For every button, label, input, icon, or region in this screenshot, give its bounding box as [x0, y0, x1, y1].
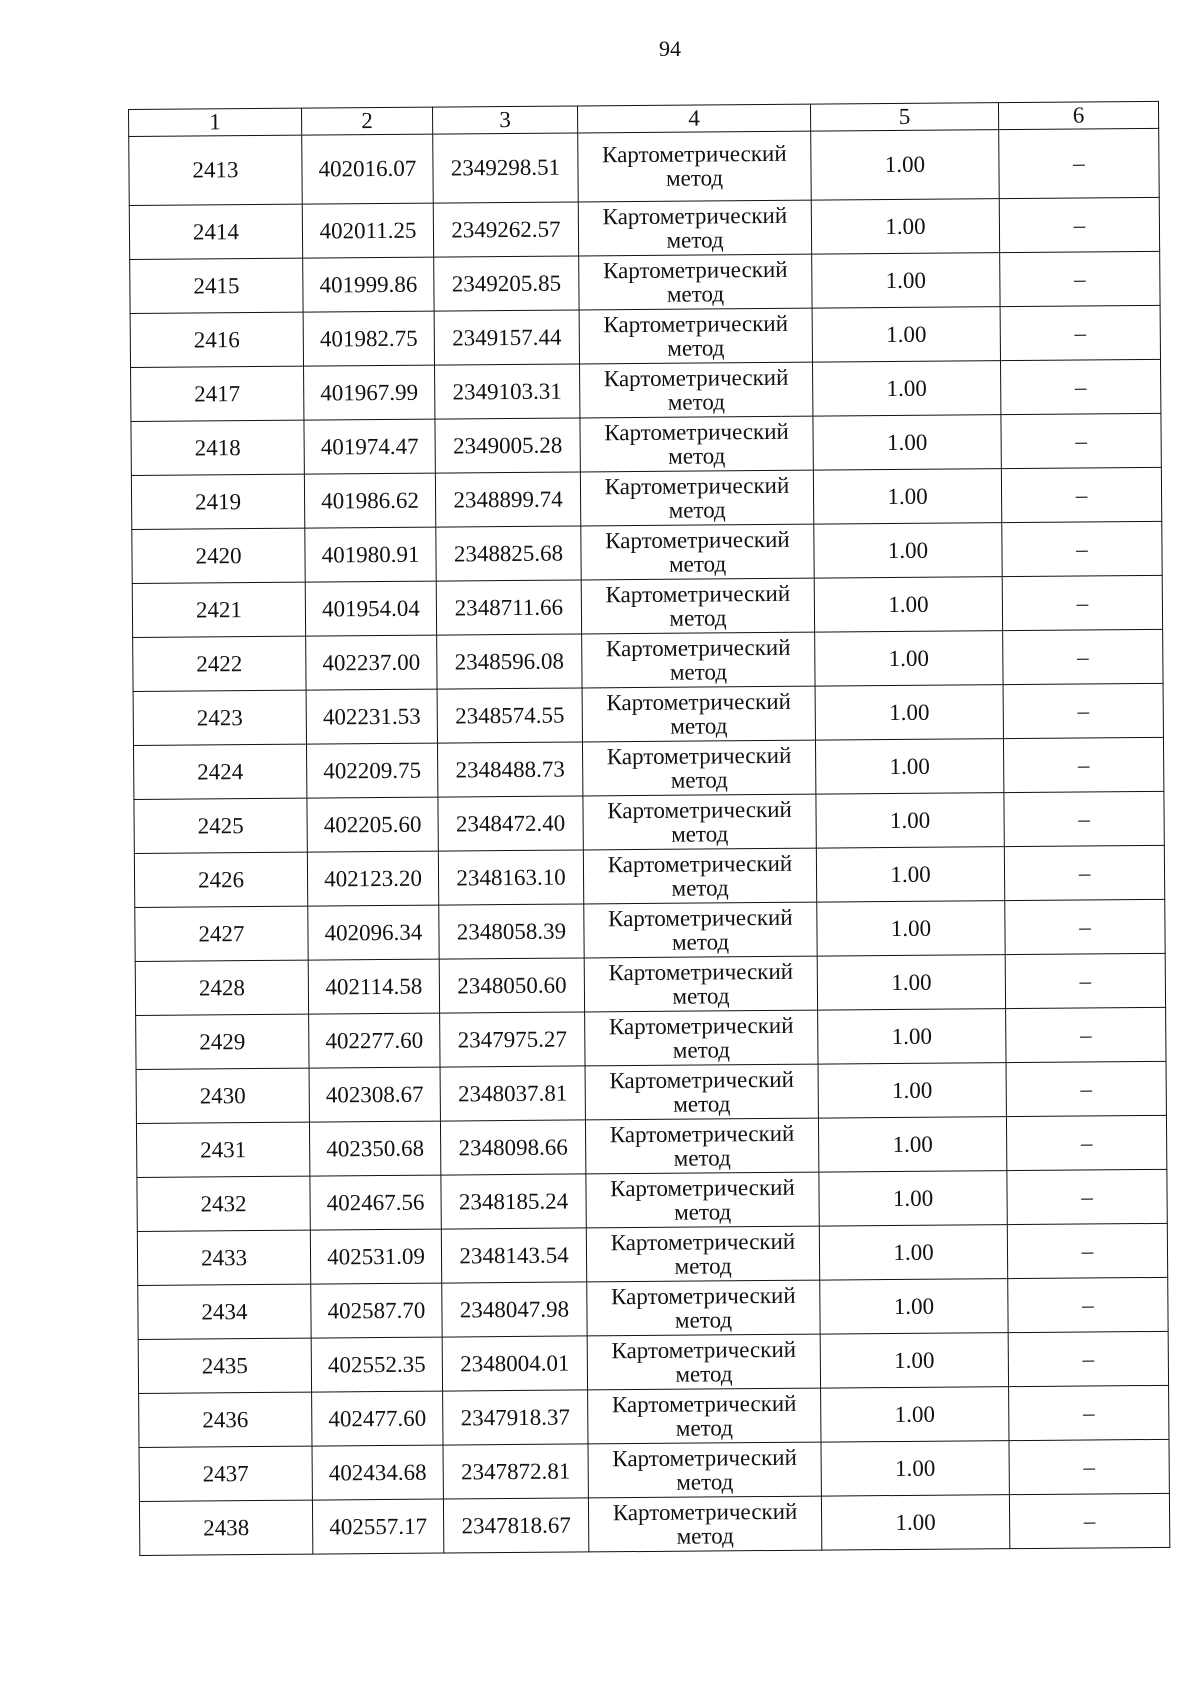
y-coordinate-cell: 2349298.51 [433, 133, 579, 203]
table-row [130, 305, 1160, 367]
x-coordinate-cell: 401954.04 [305, 581, 436, 636]
precision-cell: 1.00 [815, 631, 1003, 686]
y-coordinate-cell: 2349205.85 [434, 256, 579, 311]
x-coordinate-cell: 402477.60 [312, 1391, 443, 1446]
point-number-cell: 2438 [139, 1500, 312, 1555]
table-row [131, 467, 1161, 529]
point-number-cell: 2413 [129, 135, 303, 205]
column-header-3: 3 [432, 106, 577, 134]
point-number-cell: 2422 [133, 636, 306, 691]
note-cell: – [1004, 845, 1164, 900]
precision-cell: 1.00 [815, 685, 1003, 740]
note-cell: – [1001, 413, 1161, 468]
y-coordinate-cell: 2349005.28 [435, 418, 580, 473]
y-coordinate-cell: 2348050.60 [439, 958, 584, 1013]
table-row [137, 1169, 1167, 1231]
method-cell: Картометрический метод [584, 902, 817, 958]
table-row [134, 791, 1164, 853]
table-row [132, 575, 1162, 637]
precision-cell: 1.00 [813, 361, 1001, 416]
method-cell: Картометрический метод [585, 1118, 818, 1174]
table-row [133, 629, 1163, 691]
x-coordinate-cell: 402016.07 [302, 134, 434, 204]
method-cell: Картометрический метод [587, 1334, 820, 1390]
y-coordinate-cell: 2348899.74 [435, 472, 580, 527]
note-cell: – [1009, 1385, 1169, 1440]
point-number-cell: 2420 [132, 528, 305, 583]
point-number-cell: 2427 [135, 906, 308, 961]
point-number-cell: 2426 [134, 852, 307, 907]
table-row [131, 359, 1161, 421]
method-cell: Картометрический метод [583, 848, 816, 904]
point-number-cell: 2429 [136, 1014, 309, 1069]
point-number-cell: 2416 [130, 312, 303, 367]
y-coordinate-cell: 2348163.10 [438, 850, 583, 905]
column-header-2: 2 [301, 107, 432, 135]
precision-cell: 1.00 [811, 199, 999, 254]
method-cell: Картометрический метод [578, 131, 812, 202]
method-cell: Картометрический метод [588, 1442, 821, 1498]
x-coordinate-cell: 402467.56 [310, 1175, 441, 1230]
y-coordinate-cell: 2348596.08 [437, 634, 582, 689]
point-number-cell: 2431 [136, 1122, 309, 1177]
point-number-cell: 2432 [137, 1176, 310, 1231]
y-coordinate-cell: 2347975.27 [440, 1012, 585, 1067]
point-number-cell: 2433 [137, 1230, 310, 1285]
point-number-cell: 2424 [133, 744, 306, 799]
y-coordinate-cell: 2348004.01 [442, 1336, 587, 1391]
table-row [133, 737, 1163, 799]
note-cell: – [1001, 359, 1161, 414]
table-row [138, 1277, 1168, 1339]
point-number-cell: 2430 [136, 1068, 309, 1123]
x-coordinate-cell: 402552.35 [311, 1337, 442, 1392]
x-coordinate-cell: 402123.20 [307, 851, 438, 906]
note-cell: – [1009, 1493, 1169, 1548]
y-coordinate-cell: 2347872.81 [443, 1444, 588, 1499]
y-coordinate-cell: 2348488.73 [437, 742, 582, 797]
precision-cell: 1.00 [821, 1495, 1009, 1550]
y-coordinate-cell: 2348825.68 [436, 526, 581, 581]
y-coordinate-cell: 2348185.24 [441, 1174, 586, 1229]
x-coordinate-cell: 402434.68 [312, 1445, 443, 1500]
x-coordinate-cell: 402308.67 [309, 1067, 440, 1122]
method-cell: Картометрический метод [581, 578, 814, 634]
y-coordinate-cell: 2348711.66 [436, 580, 581, 635]
table-row [132, 521, 1162, 583]
precision-cell: 1.00 [813, 415, 1001, 470]
x-coordinate-cell: 402350.68 [309, 1121, 440, 1176]
point-number-cell: 2418 [131, 420, 304, 475]
point-number-cell: 2423 [133, 690, 306, 745]
table-row [129, 128, 1160, 205]
y-coordinate-cell: 2348143.54 [441, 1228, 586, 1283]
x-coordinate-cell: 401967.99 [304, 365, 435, 420]
table-row [137, 1223, 1167, 1285]
x-coordinate-cell: 402237.00 [306, 635, 437, 690]
method-cell: Картометрический метод [586, 1172, 819, 1228]
precision-cell: 1.00 [815, 739, 1003, 794]
precision-cell: 1.00 [811, 130, 1000, 200]
x-coordinate-cell: 402557.17 [312, 1499, 443, 1554]
point-number-cell: 2425 [134, 798, 307, 853]
precision-cell: 1.00 [817, 901, 1005, 956]
method-cell: Картометрический метод [582, 632, 815, 688]
method-cell: Картометрический метод [585, 1010, 818, 1066]
table-row [139, 1439, 1169, 1501]
x-coordinate-cell: 402277.60 [309, 1013, 440, 1068]
precision-cell: 1.00 [820, 1279, 1008, 1334]
table-row [136, 1007, 1166, 1069]
table-row [130, 251, 1160, 313]
method-cell: Картометрический метод [580, 470, 813, 526]
point-number-cell: 2421 [132, 582, 305, 637]
method-cell: Картометрический метод [588, 1496, 821, 1552]
precision-cell: 1.00 [819, 1171, 1007, 1226]
x-coordinate-cell: 401982.75 [303, 311, 434, 366]
precision-cell: 1.00 [820, 1333, 1008, 1388]
table-body [129, 128, 1170, 1555]
precision-cell: 1.00 [818, 1009, 1006, 1064]
y-coordinate-cell: 2348098.66 [440, 1120, 585, 1175]
precision-cell: 1.00 [812, 253, 1000, 308]
method-cell: Картометрический метод [584, 956, 817, 1012]
point-number-cell: 2419 [131, 474, 304, 529]
y-coordinate-cell: 2349262.57 [433, 202, 578, 257]
x-coordinate-cell: 401980.91 [305, 527, 436, 582]
x-coordinate-cell: 401974.47 [304, 419, 435, 474]
note-cell: – [1009, 1439, 1169, 1494]
note-cell: – [1004, 791, 1164, 846]
note-cell: – [1003, 629, 1163, 684]
table-row [138, 1331, 1168, 1393]
y-coordinate-cell: 2348037.81 [440, 1066, 585, 1121]
note-cell: – [1002, 521, 1162, 576]
y-coordinate-cell: 2348047.98 [442, 1282, 587, 1337]
point-number-cell: 2434 [138, 1284, 311, 1339]
note-cell: – [1008, 1277, 1168, 1332]
note-cell: – [1006, 1007, 1166, 1062]
note-cell: – [1002, 575, 1162, 630]
note-cell: – [1005, 899, 1165, 954]
point-number-cell: 2436 [139, 1392, 312, 1447]
table-row [136, 1115, 1166, 1177]
note-cell: – [1005, 953, 1165, 1008]
note-cell: – [1003, 737, 1163, 792]
table-row [131, 413, 1161, 475]
note-cell: – [1000, 305, 1160, 360]
table-row [135, 953, 1165, 1015]
y-coordinate-cell: 2349103.31 [435, 364, 580, 419]
precision-cell: 1.00 [812, 307, 1000, 362]
column-header-6: 6 [998, 101, 1158, 129]
x-coordinate-cell: 402209.75 [306, 743, 437, 798]
precision-cell: 1.00 [814, 577, 1002, 632]
method-cell: Картометрический метод [583, 794, 816, 850]
note-cell: – [1003, 683, 1163, 738]
precision-cell: 1.00 [816, 847, 1004, 902]
method-cell: Картометрический метод [586, 1226, 819, 1282]
method-cell: Картометрический метод [582, 740, 815, 796]
precision-cell: 1.00 [821, 1441, 1009, 1496]
table-row [129, 197, 1159, 259]
precision-cell: 1.00 [819, 1225, 1007, 1280]
method-cell: Картометрический метод [578, 200, 811, 256]
y-coordinate-cell: 2348058.39 [439, 904, 584, 959]
y-coordinate-cell: 2349157.44 [434, 310, 579, 365]
y-coordinate-cell: 2348472.40 [438, 796, 583, 851]
method-cell: Картометрический метод [579, 254, 812, 310]
precision-cell: 1.00 [816, 793, 1004, 848]
x-coordinate-cell: 402587.70 [311, 1283, 442, 1338]
table-row [134, 845, 1164, 907]
column-header-4: 4 [577, 104, 810, 133]
x-coordinate-cell: 402205.60 [307, 797, 438, 852]
method-cell: Картометрический метод [580, 362, 813, 418]
point-number-cell: 2417 [131, 366, 304, 421]
table-row [139, 1385, 1169, 1447]
method-cell: Картометрический метод [587, 1280, 820, 1336]
point-number-cell: 2415 [130, 258, 303, 313]
y-coordinate-cell: 2347918.37 [443, 1390, 588, 1445]
method-cell: Картометрический метод [588, 1388, 821, 1444]
method-cell: Картометрический метод [580, 416, 813, 472]
note-cell: – [1006, 1115, 1166, 1170]
note-cell: – [1000, 251, 1160, 306]
coordinates-table [128, 101, 1170, 1556]
method-cell: Картометрический метод [585, 1064, 818, 1120]
x-coordinate-cell: 401986.62 [304, 473, 435, 528]
x-coordinate-cell: 402096.34 [308, 905, 439, 960]
precision-cell: 1.00 [818, 1117, 1006, 1172]
method-cell: Картометрический метод [582, 686, 815, 742]
note-cell: – [1007, 1169, 1167, 1224]
y-coordinate-cell: 2348574.55 [437, 688, 582, 743]
column-header-5: 5 [810, 103, 998, 131]
x-coordinate-cell: 402531.09 [310, 1229, 441, 1284]
point-number-cell: 2435 [138, 1338, 311, 1393]
precision-cell: 1.00 [817, 955, 1005, 1010]
page-number: 94 [659, 36, 681, 61]
method-cell: Картометрический метод [581, 524, 814, 580]
precision-cell: 1.00 [813, 469, 1001, 524]
table-row [139, 1493, 1169, 1555]
x-coordinate-cell: 402011.25 [302, 203, 433, 258]
point-number-cell: 2428 [135, 960, 308, 1015]
note-cell: – [1001, 467, 1161, 522]
note-cell: – [999, 197, 1159, 252]
note-cell: – [1008, 1331, 1168, 1386]
precision-cell: 1.00 [821, 1387, 1009, 1442]
note-cell: – [1006, 1061, 1166, 1116]
x-coordinate-cell: 401999.86 [303, 257, 434, 312]
method-cell: Картометрический метод [579, 308, 812, 364]
y-coordinate-cell: 2347818.67 [443, 1498, 588, 1553]
point-number-cell: 2437 [139, 1446, 312, 1501]
x-coordinate-cell: 402231.53 [306, 689, 437, 744]
precision-cell: 1.00 [814, 523, 1002, 578]
table-row [135, 899, 1165, 961]
note-cell: – [1007, 1223, 1167, 1278]
table-row [136, 1061, 1166, 1123]
x-coordinate-cell: 402114.58 [308, 959, 439, 1014]
column-header-1: 1 [129, 108, 302, 136]
table-row [133, 683, 1163, 745]
point-number-cell: 2414 [129, 204, 302, 259]
precision-cell: 1.00 [818, 1063, 1006, 1118]
note-cell: – [999, 128, 1160, 198]
